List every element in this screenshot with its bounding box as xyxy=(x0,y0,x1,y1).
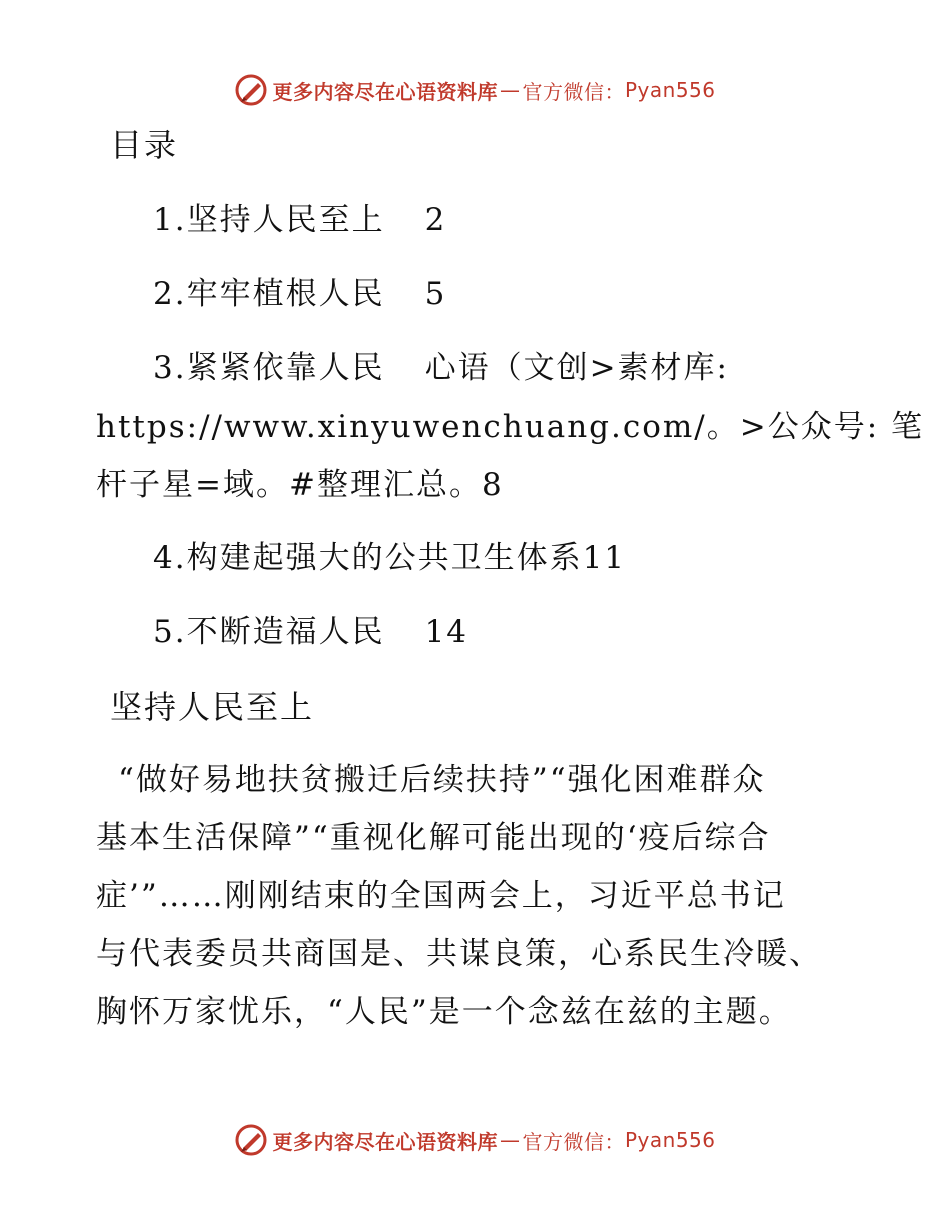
pen-logo-icon xyxy=(234,1123,268,1157)
toc-title: 目录 xyxy=(110,126,179,164)
toc-item-3-continued: https://www.xinyuwenchuang.com/。>公众号: 笔 xyxy=(96,409,925,445)
toc-item-label: 3.紧紧依靠人民 xyxy=(153,350,385,386)
banner-lead-text: 更多内容尽在心语资料库 xyxy=(272,79,498,104)
banner-wechat-id: Pyan556 xyxy=(624,78,716,102)
header-banner xyxy=(0,70,950,110)
toc-item-page: 2 xyxy=(424,202,447,238)
toc-item-label: 4.构建起强大的公共卫生体系 xyxy=(153,540,583,576)
toc-item-page: 5 xyxy=(424,276,447,312)
paragraph-line: 胸怀万家忧乐，“人民”是一个念兹在兹的主题。 xyxy=(96,994,792,1030)
banner-dash: — xyxy=(499,1128,521,1152)
toc-item-label: 5.不断造福人民 xyxy=(153,614,385,650)
paragraph-line: 与代表委员共商国是、共谋良策，心系民生冷暖、 xyxy=(96,936,822,972)
toc-item-label: 2.牢牢植根人民 xyxy=(153,276,385,312)
banner-dash: — xyxy=(499,78,521,102)
paragraph-line: “做好易地扶贫搬迁后续扶持”“强化困难群众 xyxy=(118,762,766,798)
toc-item-label: 1.坚持人民至上 xyxy=(153,202,385,238)
footer-banner xyxy=(0,1120,950,1160)
section-heading: 坚持人民至上 xyxy=(110,688,315,726)
toc-item-5[interactable] xyxy=(153,612,950,652)
toc-item-3-continued-2: 杆子星=域。#整理汇总。8 xyxy=(96,467,504,503)
toc-item-2[interactable] xyxy=(153,274,950,314)
pen-logo-icon xyxy=(234,73,268,107)
banner-wechat-label: 官方微信： xyxy=(522,79,625,104)
toc-item-1[interactable] xyxy=(153,200,950,240)
toc-item-page: 11 xyxy=(582,540,627,576)
paragraph-line: 基本生活保障”“重视化解可能出现的‘疫后综合 xyxy=(96,820,771,856)
banner-wechat-label: 官方微信： xyxy=(522,1129,625,1154)
paragraph-line: 症’”……刚刚结束的全国两会上，习近平总书记 xyxy=(96,878,786,914)
toc-item-extra: 心语（文创>素材库: xyxy=(424,350,729,386)
banner-lead-text: 更多内容尽在心语资料库 xyxy=(272,1129,498,1154)
toc-item-3[interactable] xyxy=(153,348,950,388)
toc-item-4[interactable] xyxy=(153,538,950,578)
toc-item-page: 14 xyxy=(424,614,469,650)
banner-wechat-id: Pyan556 xyxy=(624,1128,716,1152)
